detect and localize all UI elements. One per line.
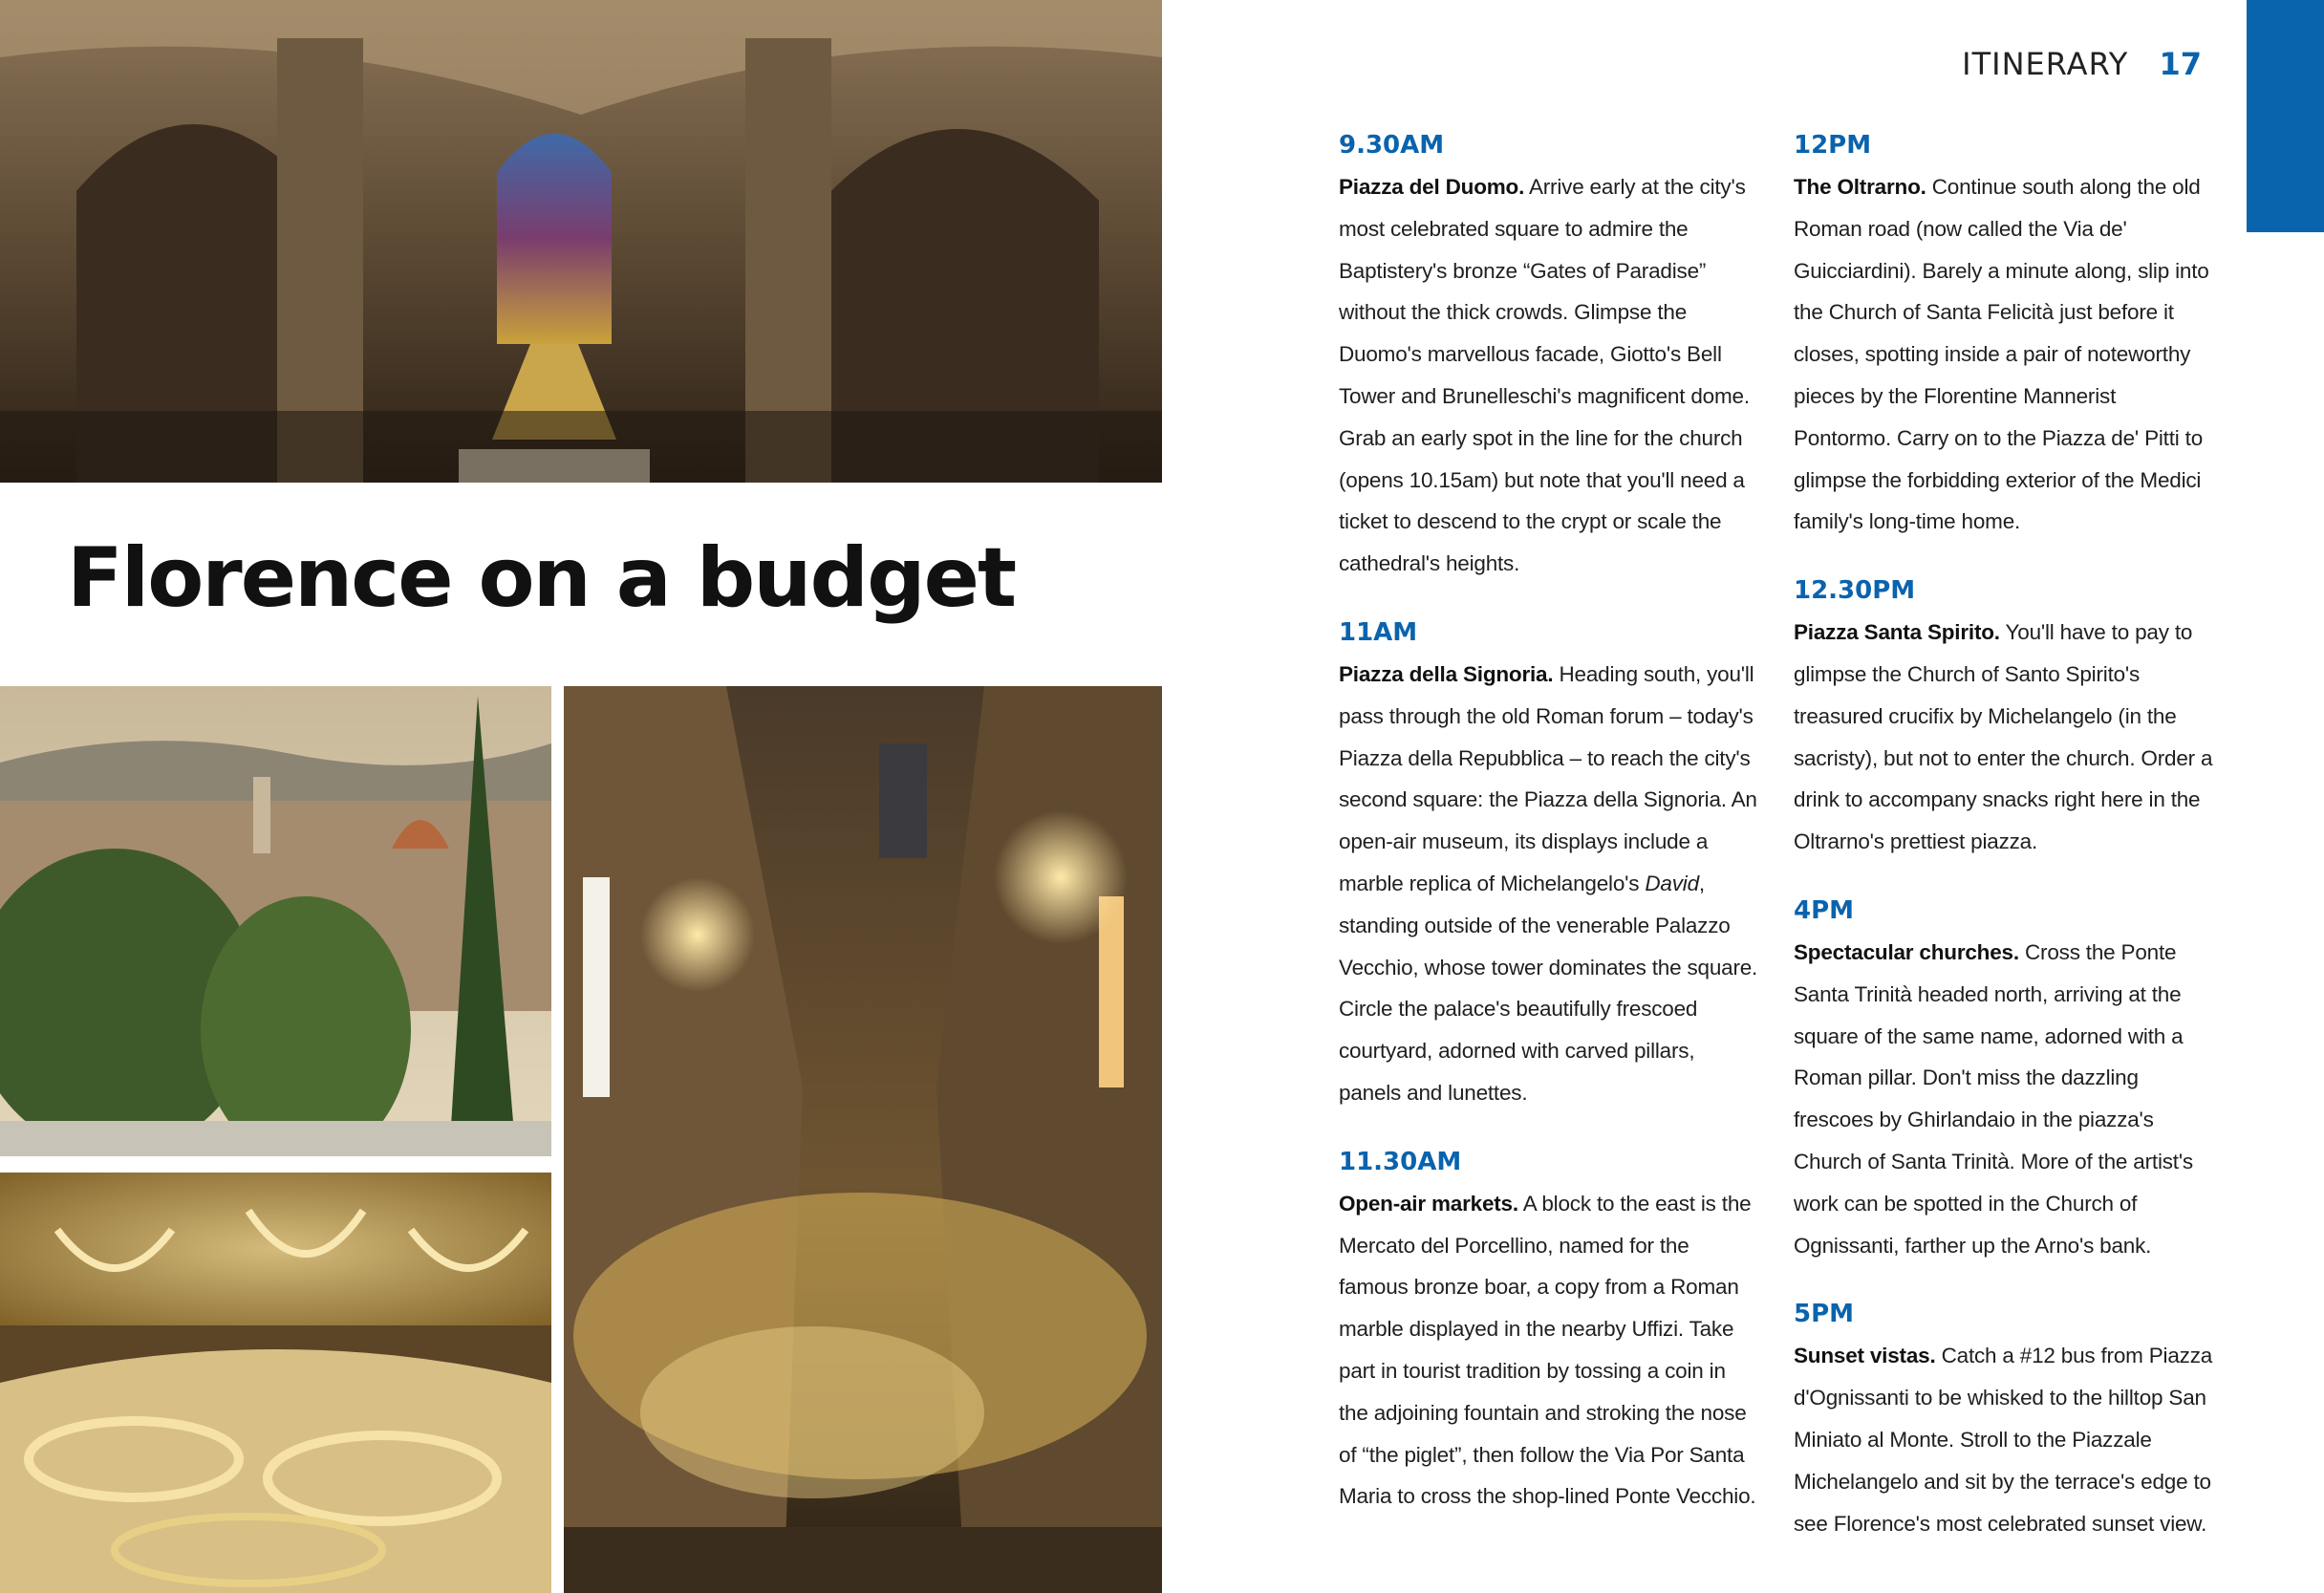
entry-body (1794, 612, 2214, 863)
entry-body (1339, 654, 1759, 1114)
itinerary-entry (1794, 124, 2214, 543)
entry-text: Continue south along the old Roman road (now called the Via de' Guicciardini). Barely a minute along, slip into the Church of Santa Felicità just before it closes, spotting inside a pair of noteworthy pieces by the Florentine Mannerist Pontormo. Carry on to the Piazza de' Pitti to glimpse the forbidding exterior of the Medici family's long-time home. (1794, 175, 2209, 534)
entry-text: A block to the east is the Mercato del Porcellino, named for the famous bronze boar, a copy from a Roman marble displayed in the nearby Uffizi. Take part in tourist tradition by tossing a coin in the adjoining fountain and stroking the nose of “the piglet”, then follow the Via Por Santa Maria to cross the shop-lined Ponte Vecchio. (1339, 1191, 1756, 1509)
entry-heading: Piazza del Duomo. (1339, 175, 1525, 199)
entry-text: Catch a #12 bus from Piazza d'Ognissanti to be whisked to the hilltop San Miniato al Monte. Stroll to the Piazzale Michelangelo and sit by the terrace's edge to see Florence's most celebrated sunset view. (1794, 1344, 2213, 1536)
itinerary-entry (1339, 1141, 1759, 1518)
page-number: 17 (2159, 46, 2202, 82)
itinerary-entry (1794, 570, 2214, 863)
entry-body (1794, 932, 2214, 1266)
entry-text: You'll have to pay to glimpse the Church of Santo Spirito's treasured crucifix by Michelangelo (in the sacristy), but not to enter the church. Order a drink to accompany snacks right here in the Oltrarno's prettiest piazza. (1794, 620, 2213, 854)
itinerary-entry (1794, 890, 2214, 1266)
entry-text: Heading south, you'll pass through the old Roman forum – today's Piazza della Repubblica – to reach the city's second square: the Piazza della Signoria. An open-air museum, its displays include a marble replica of Michelangelo's (1339, 661, 1757, 895)
entry-text: Arrive early at the city's most celebrated square to admire the Baptistery's bronze “Gates of Paradise” without the thick crowds. Glimpse the Duomo's marvellous facade, Giotto's Bell Tower and Brunelleschi's magnificent dome. Grab an early spot in the line for the church (opens 10.15am) but note that you'll need a ticket to descend to the crypt or scale the cathedral's heights. (1339, 175, 1750, 576)
entry-body (1339, 1183, 1759, 1518)
entry-body (1794, 166, 2214, 543)
entry-heading: Spectacular churches. (1794, 939, 2019, 964)
entry-heading: Sunset vistas. (1794, 1344, 1936, 1368)
entry-text-after: , standing outside of the venerable Palazzo Vecchio, whose tower dominates the square. Circle the palace's beautifully frescoed courtyard, adorned with carved pillars, panels and lunettes. (1339, 871, 1758, 1105)
church-interior-photo (0, 0, 1162, 483)
entry-text-italic: David (1645, 871, 1699, 895)
entry-time: 9.30AM (1339, 131, 1445, 160)
entry-text: Cross the Ponte Santa Trinità headed north, arriving at the square of the same name, adorned with a Roman pillar. Don't miss the dazzling frescoes by Ghirlandaio in the piazza's Church of Santa Trinità. More of the artist's work can be spotted in the Church of Ognissanti, farther up the Arno's bank. (1794, 939, 2193, 1258)
itinerary-entry (1339, 124, 1759, 585)
section-label: ITINERARY (1962, 46, 2129, 82)
chapter-edge-tab (2247, 0, 2324, 232)
entry-body (1339, 166, 1759, 585)
entry-time: 11AM (1339, 617, 1418, 647)
entry-heading: Piazza Santa Spirito. (1794, 620, 2000, 645)
jewelry-display-photo (0, 1173, 551, 1593)
entry-heading: Open-air markets. (1339, 1191, 1518, 1216)
itinerary-entry (1339, 612, 1759, 1114)
entry-body (1794, 1335, 2214, 1544)
entry-time: 12.30PM (1794, 576, 1916, 606)
night-street-photo (564, 686, 1162, 1593)
entry-time: 4PM (1794, 895, 1855, 925)
itinerary-column-right (1794, 124, 2214, 1571)
entry-heading: Piazza della Signoria. (1339, 661, 1554, 686)
entry-time: 12PM (1794, 131, 1872, 160)
entry-heading: The Oltrarno. (1794, 175, 1926, 199)
entry-time: 5PM (1794, 1300, 1855, 1329)
page-title: Florence on a budget (67, 530, 1016, 626)
itinerary-column-left (1339, 124, 1759, 1544)
entry-time: 11.30AM (1339, 1147, 1462, 1176)
florence-panorama-photo (0, 686, 551, 1156)
running-header (1962, 46, 2202, 82)
itinerary-entry (1794, 1293, 2214, 1544)
